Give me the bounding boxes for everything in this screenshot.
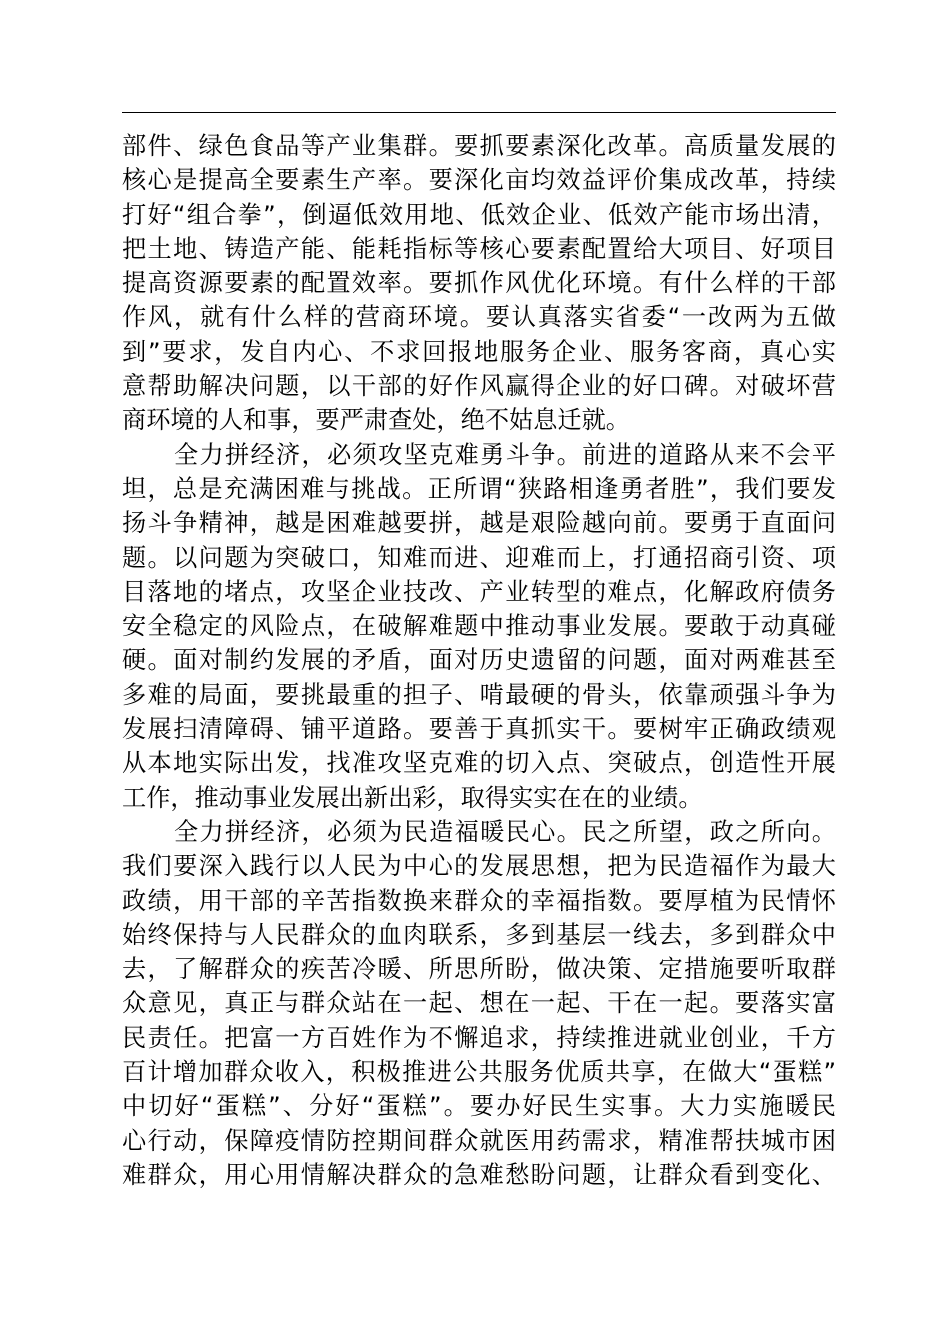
text-line: 始终保持与人民群众的血肉联系，多到基层一线去，多到群众中 [122, 920, 836, 949]
paragraph-start-line: 全力拼经济，必须攻坚克难勇斗争。前进的道路从来不会平 [174, 440, 836, 469]
text-line: 中切好“蛋糕”、分好“蛋糕”。要办好民生实事。大力实施暖民 [122, 1092, 836, 1121]
paragraph-start-line: 全力拼经济，必须为民造福暖民心。民之所望，政之所向。 [174, 817, 836, 846]
text-line: 坦，总是充满困难与挑战。正所谓“狭路相逢勇者胜”，我们要发 [122, 474, 836, 503]
text-line: 民责任。把富一方百姓作为不懈追求，持续推进就业创业，千方 [122, 1023, 836, 1052]
text-line: 作风，就有什么样的营商环境。要认真落实省委“一改两为五做 [122, 303, 836, 332]
text-line: 发展扫清障碍、铺平道路。要善于真抓实干。要树牢正确政绩观 [122, 715, 836, 744]
text-line: 打好“组合拳”，倒逼低效用地、低效企业、低效产能市场出清， [122, 200, 836, 229]
text-line: 心行动，保障疫情防控期间群众就医用药需求，精准帮扶城市困 [122, 1126, 836, 1155]
text-line: 题。以问题为突破口，知难而进、迎难而上，打通招商引资、项 [122, 543, 836, 572]
text-line: 目落地的堵点，攻坚企业技改、产业转型的难点，化解政府债务 [122, 577, 836, 606]
paragraph-end-line: 商环境的人和事，要严肃查处，绝不姑息迁就。 [122, 406, 630, 435]
text-line: 去，了解群众的疾苦冷暖、所思所盼，做决策、定措施要听取群 [122, 955, 836, 984]
text-line: 政绩，用干部的辛苦指数换来群众的幸福指数。要厚植为民情怀 [122, 886, 836, 915]
text-line: 部件、绿色食品等产业集群。要抓要素深化改革。高质量发展的 [122, 132, 836, 160]
text-line: 硬。面对制约发展的矛盾，面对历史遗留的问题，面对两难甚至 [122, 646, 836, 675]
text-line: 多难的局面，要挑最重的担子、啃最硬的骨头，依靠顽强斗争为 [122, 680, 836, 709]
text-line: 把土地、铸造产能、能耗指标等核心要素配置给大项目、好项目 [122, 234, 836, 263]
text-line: 从本地实际出发，找准攻坚克难的切入点、突破点，创造性开展 [122, 749, 836, 778]
text-line: 核心是提高全要素生产率。要深化亩均效益评价集成改革，持续 [122, 166, 836, 195]
text-line: 意帮助解决问题，以干部的好作风赢得企业的好口碑。对破坏营 [122, 372, 836, 401]
document-body [122, 129, 836, 1192]
text-line: 提高资源要素的配置效率。要抓作风优化环境。有什么样的干部 [122, 269, 836, 298]
text-line: 百计增加群众收入，积极推进公共服务优质共享，在做大“蛋糕” [122, 1058, 836, 1087]
text-line: 到”要求，发自内心、不求回报地服务企业、服务客商，真心实 [122, 337, 836, 366]
paragraph-end-line: 工作，推动事业发展出新出彩，取得实实在在的业绩。 [122, 783, 703, 812]
text-line: 扬斗争精神，越是困难越要拼，越是艰险越向前。要勇于直面问 [122, 509, 836, 538]
text-line: 众意见，真正与群众站在一起、想在一起、干在一起。要落实富 [122, 989, 836, 1018]
text-line: 我们要深入践行以人民为中心的发展思想，把为民造福作为最大 [122, 852, 836, 881]
text-line: 难群众，用心用情解决群众的急难愁盼问题，让群众看到变化、 [122, 1160, 836, 1189]
header-rule [122, 112, 836, 113]
text-line: 安全稳定的风险点，在破解难题中推动事业发展。要敢于动真碰 [122, 612, 836, 641]
